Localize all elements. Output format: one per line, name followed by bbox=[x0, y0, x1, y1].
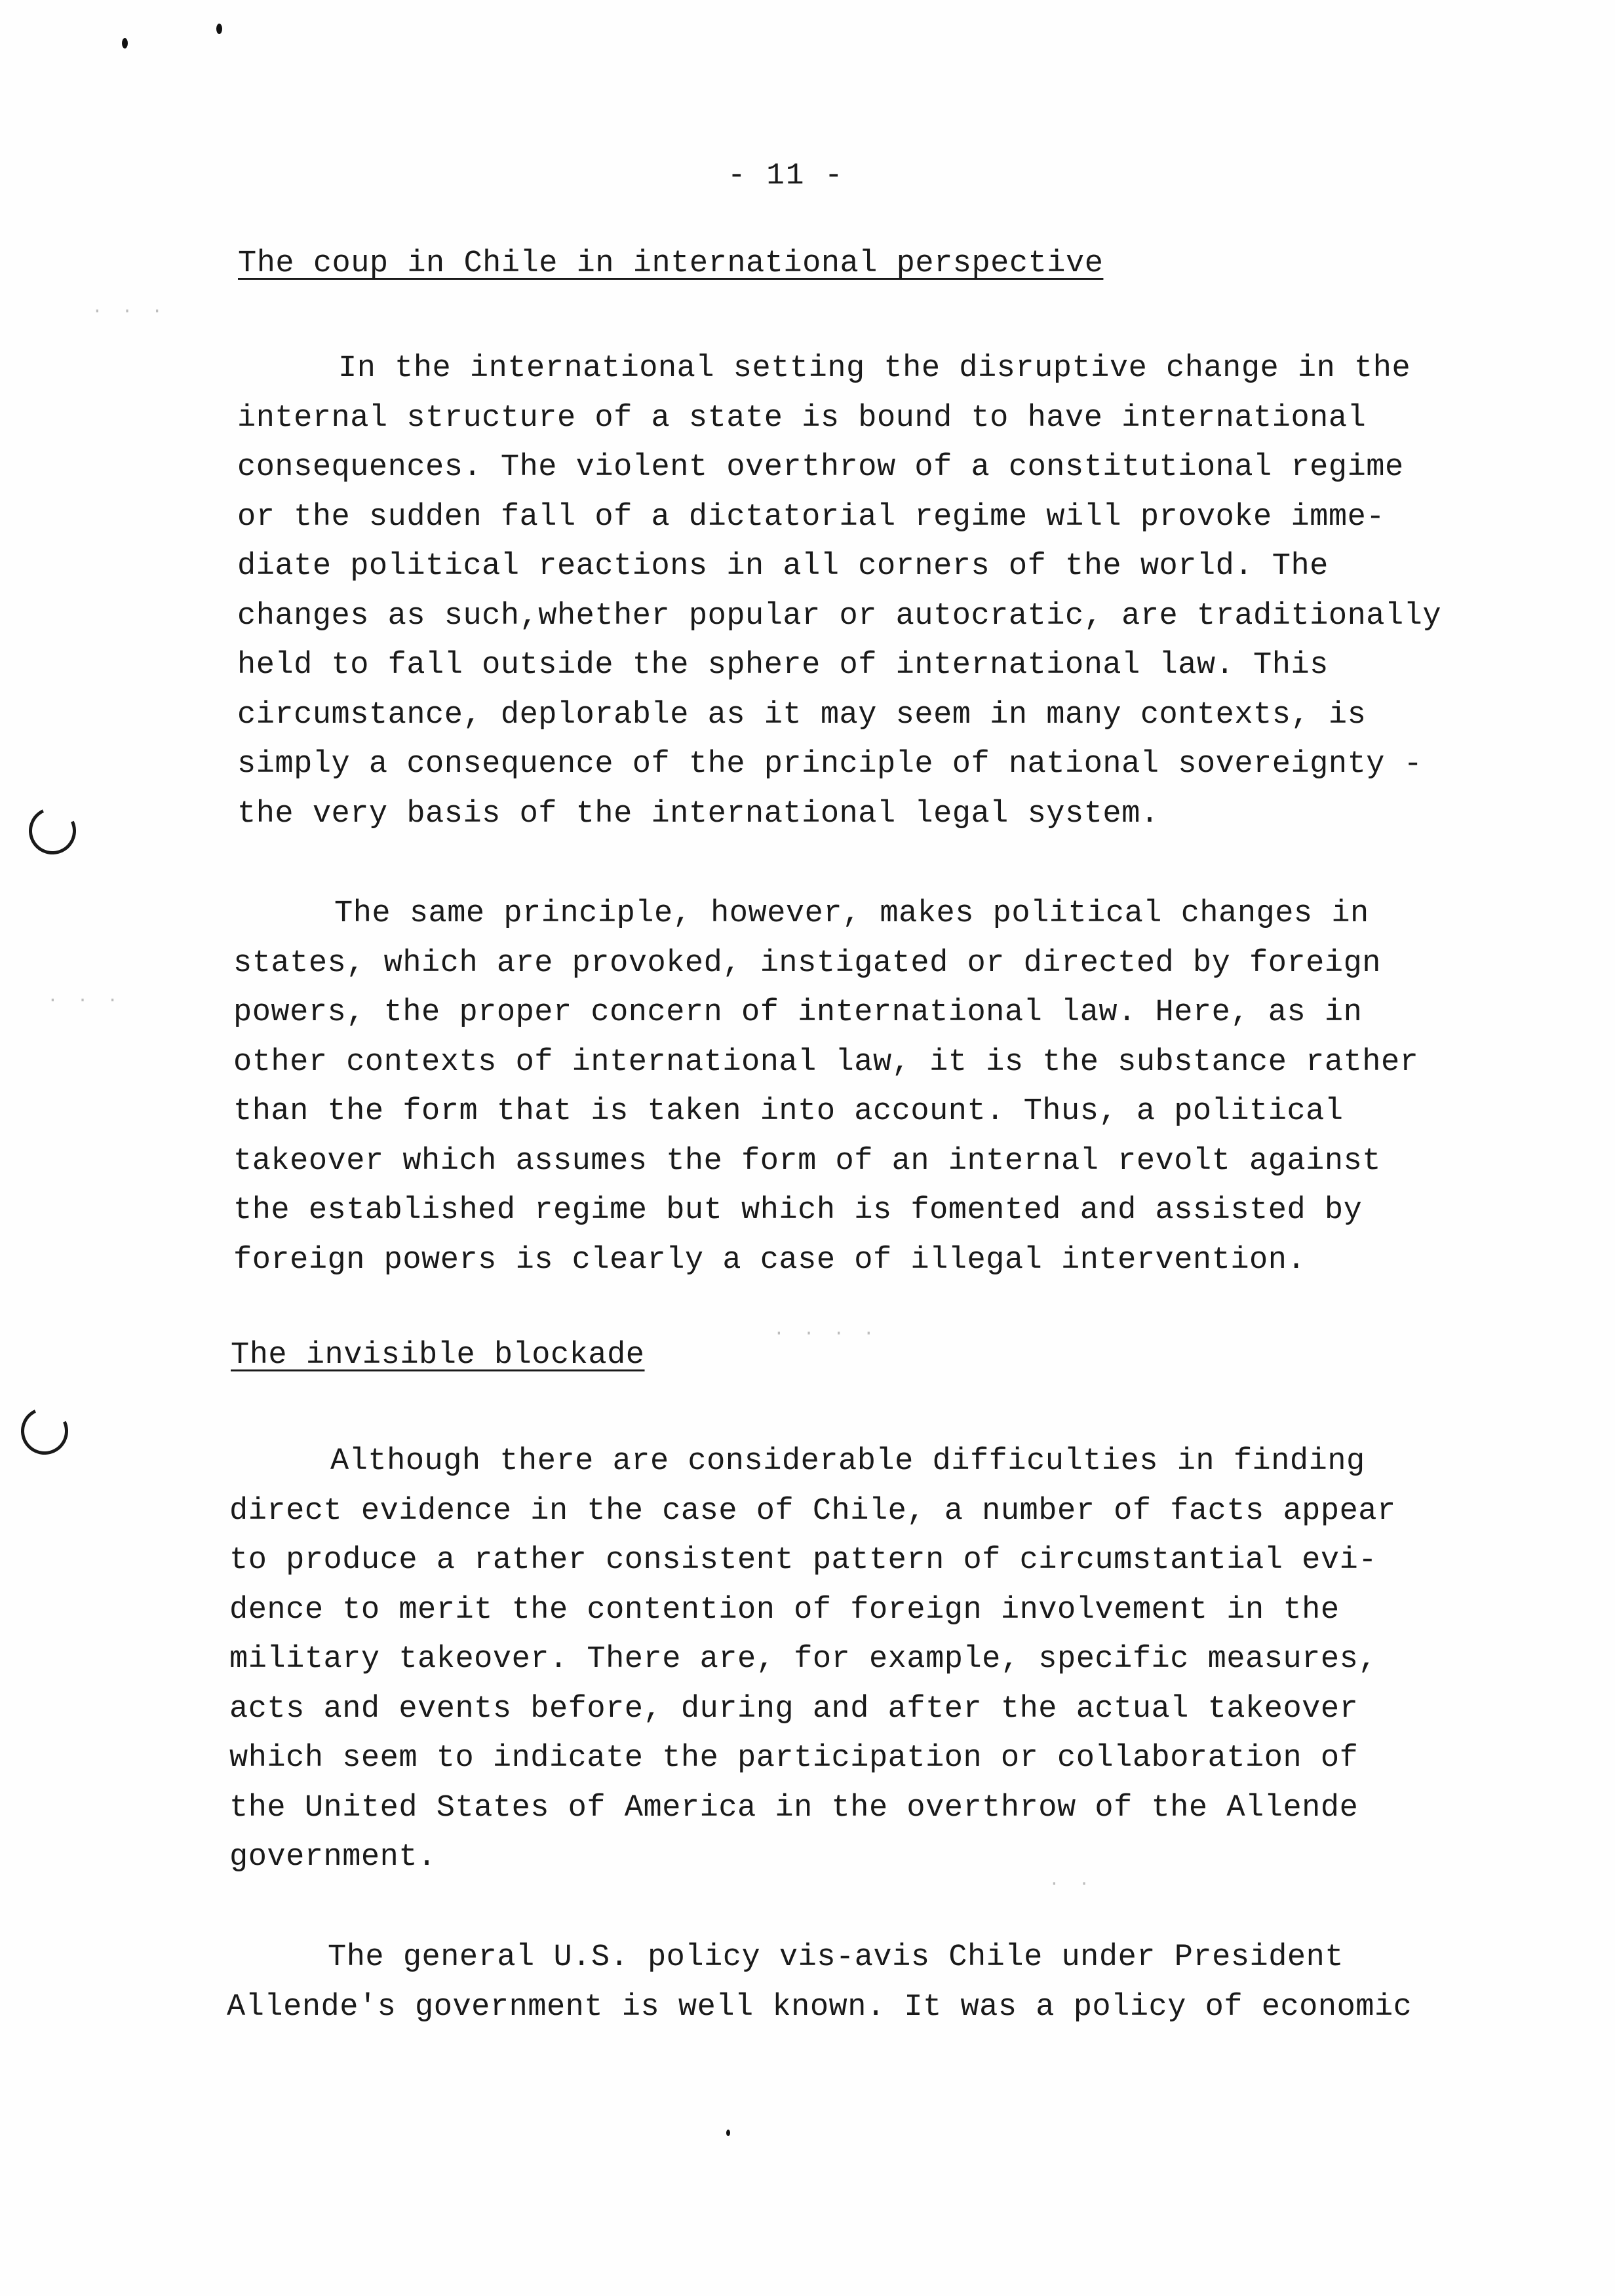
text-line: foreign powers is clearly a case of illegal intervention. bbox=[233, 1242, 1306, 1278]
scan-noise: · · bbox=[1049, 1874, 1094, 1894]
scan-noise: · · · · bbox=[773, 1324, 878, 1344]
scan-noise: ∙ ∙ ∙ bbox=[47, 991, 123, 1011]
paragraph-international-setting bbox=[237, 344, 1441, 839]
text-line: than the form that is taken into account. Thus, a political bbox=[233, 1094, 1344, 1129]
section-heading-blockade: The invisible blockade bbox=[231, 1338, 645, 1373]
text-line: internal structure of a state is bound to have international bbox=[237, 400, 1367, 436]
text-line: dence to merit the contention of foreign involvement in the bbox=[229, 1592, 1340, 1628]
text-line: Although there are considerable difficulties in finding bbox=[330, 1444, 1365, 1479]
text-line: the United States of America in the overthrow of the Allende bbox=[229, 1790, 1359, 1826]
punch-hole-mark bbox=[14, 1401, 75, 1461]
paragraph-same-principle bbox=[233, 889, 1418, 1285]
text-line: simply a consequence of the principle of national sovereignty - bbox=[237, 747, 1423, 782]
text-line: Allende's government is well known. It was a policy of economic bbox=[227, 1989, 1412, 2025]
text-line: the very basis of the international legal system. bbox=[237, 796, 1159, 832]
ink-speck bbox=[122, 38, 128, 48]
text-line: diate political reactions in all corners of the world. The bbox=[237, 549, 1329, 584]
text-line: powers, the proper concern of international law. Here, as in bbox=[233, 995, 1363, 1030]
text-line: The same principle, however, makes political changes in bbox=[334, 896, 1369, 931]
text-line: consequences. The violent overthrow of a constitutional regime bbox=[237, 450, 1404, 485]
punch-hole-mark bbox=[22, 801, 83, 861]
scan-noise: · · · bbox=[92, 301, 167, 322]
text-line: circumstance, deplorable as it may seem in many contexts, is bbox=[237, 697, 1367, 733]
page-number: - 11 - bbox=[728, 159, 844, 193]
text-line: which seem to indicate the participation or collaboration of bbox=[229, 1741, 1359, 1776]
text-line: takeover which assumes the form of an internal revolt against bbox=[233, 1143, 1381, 1179]
text-line: government. bbox=[229, 1840, 437, 1875]
text-line: or the sudden fall of a dictatorial regime will provoke imme- bbox=[237, 499, 1385, 535]
text-line: other contexts of international law, it is the substance rather bbox=[233, 1044, 1419, 1080]
text-line: to produce a rather consistent pattern of circumstantial evi- bbox=[229, 1543, 1377, 1578]
paragraph-general-policy bbox=[227, 1933, 1412, 2032]
text-line: the established regime but which is fomented and assisted by bbox=[233, 1193, 1363, 1228]
ink-speck bbox=[216, 24, 222, 34]
text-line: acts and events before, during and after the actual takeover bbox=[229, 1691, 1359, 1727]
text-line: states, which are provoked, instigated or directed by foreign bbox=[233, 946, 1381, 981]
text-line: In the international setting the disruptive change in the bbox=[338, 351, 1411, 386]
text-line: changes as such,whether popular or autocratic, are traditionally bbox=[237, 598, 1442, 634]
text-line: direct evidence in the case of Chile, a number of facts appear bbox=[229, 1493, 1396, 1529]
text-line: military takeover. There are, for example, specific measures, bbox=[229, 1642, 1377, 1677]
text-line: held to fall outside the sphere of international law. This bbox=[237, 648, 1329, 683]
section-heading-coup: The coup in Chile in international perspective bbox=[238, 246, 1104, 281]
text-line: The general U.S. policy vis-avis Chile under President bbox=[328, 1940, 1344, 1975]
ink-speck bbox=[726, 2130, 730, 2136]
paragraph-although bbox=[229, 1437, 1396, 1883]
